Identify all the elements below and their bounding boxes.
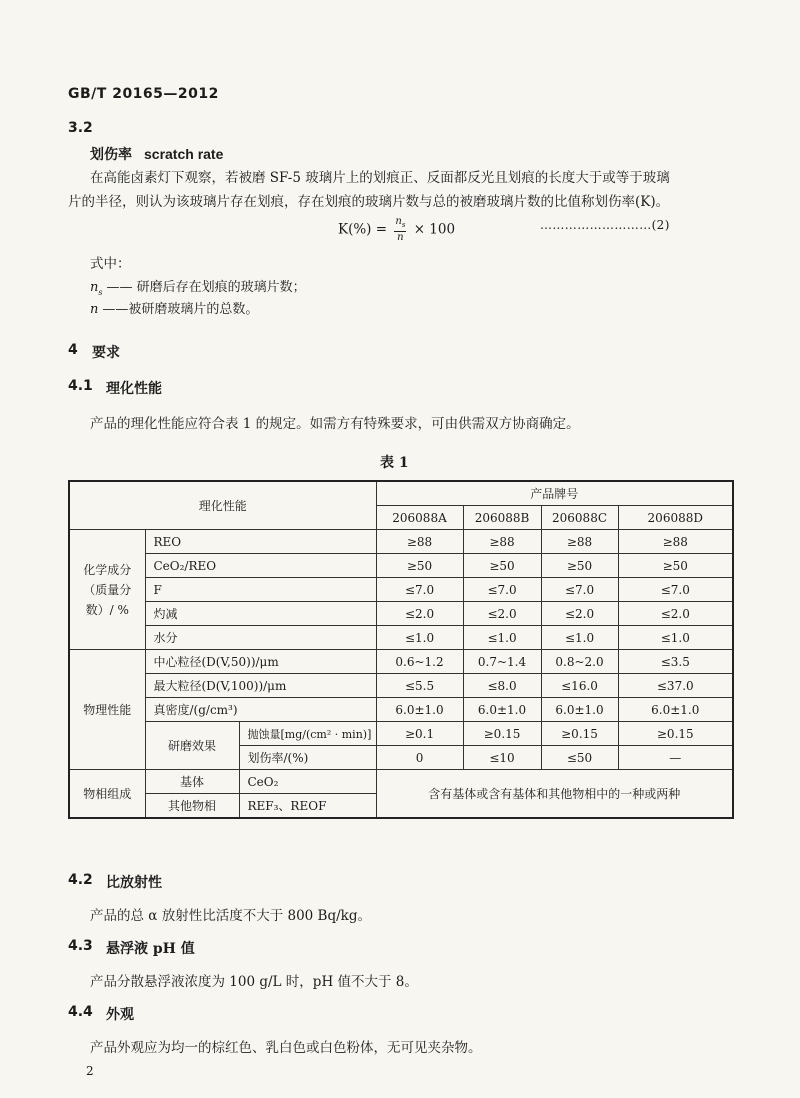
section-4-1-paragraph: 产品的理化性能应符合表 1 的规定。如需方有特殊要求，可由供需双方协商确定。 [90,416,580,432]
cell-value: ≤10 [463,746,541,770]
header-properties: 理化性能 [69,481,376,530]
cell-value: ≥88 [376,530,463,554]
brand-c: 206088C [541,506,618,530]
section-4-1-title: 理化性能 [106,381,162,397]
cell-value: ≥50 [541,554,618,578]
cell-value: ≤7.0 [618,578,733,602]
cell-value: ≥88 [463,530,541,554]
formula-reference: ………………………(2) [540,218,670,232]
table-row [69,698,733,722]
cell-value: ≤1.0 [376,626,463,650]
section-4-4-title: 外观 [106,1007,134,1023]
formula-lhs: K(%) = [338,221,388,238]
row-label: 真密度/(g/cm³) [145,698,376,722]
cell-value: ≥0.15 [463,722,541,746]
table-row [69,626,733,650]
cell-value: ≥50 [618,554,733,578]
cell-value: 6.0±1.0 [618,698,733,722]
table-row [69,578,733,602]
cell-value: ≥50 [463,554,541,578]
cell-value: ≤1.0 [541,626,618,650]
cell-value: ≤2.0 [618,602,733,626]
cell-value: ≤7.0 [376,578,463,602]
group-chemical-composition: 化学成分（质量分数）/ % [69,530,145,650]
brand-b: 206088B [463,506,541,530]
variable-ns: $n_s$ —— 研磨后存在划痕的玻璃片数； [90,280,306,297]
cell-value: 0 [376,746,463,770]
cell-value: ≥0.15 [541,722,618,746]
group-phase-composition: 物相组成 [69,770,145,819]
cell-value: ≤8.0 [463,674,541,698]
cell-value: ≤3.5 [618,650,733,674]
table-row [69,602,733,626]
term-en: scratch rate [144,146,224,162]
cell-value: 6.0±1.0 [463,698,541,722]
term-heading [90,144,223,164]
row-label: 其他物相 [145,794,239,819]
cell-value: ≥88 [618,530,733,554]
table-header-row [69,481,733,506]
cell-value: ≤7.0 [463,578,541,602]
section-4-title: 要求 [92,345,120,361]
table-caption: 表 1 [380,455,409,471]
spec-table [68,480,734,819]
cell-value: 0.6~1.2 [376,650,463,674]
brand-a: 206088A [376,506,463,530]
formula-fraction [394,216,406,244]
section-4-4-number: 4.4 [68,1004,93,1020]
cell-value: ≤7.0 [541,578,618,602]
standard-code: GB/T 20165—2012 [68,86,219,102]
row-label: 划伤率/(%) [239,746,376,770]
header-product-brand: 产品牌号 [376,481,733,506]
cell-value: ≤37.0 [618,674,733,698]
where-label: 式中： [90,256,131,272]
term-cn: 划伤率 [90,147,132,163]
definition-line-2: 片的半径，则认为该玻璃片存在划痕，存在划痕的玻璃片数与总的被磨玻璃片数的比值称划伤率(K)。 [68,194,670,210]
table-row [69,674,733,698]
section-4-1-number: 4.1 [68,378,93,394]
table-row [69,554,733,578]
polishing-effect-label: 研磨效果 [145,722,239,770]
definition-line-1: 在高能卤素灯下观察，若被磨 SF-5 玻璃片上的划痕正、反面都反光且划痕的长度大于或等于玻璃 [90,170,670,186]
section-4-4-paragraph: 产品外观应为均一的棕红色、乳白色或白色粉体，无可见夹杂物。 [90,1040,482,1056]
formula [338,216,455,244]
table-row [69,722,733,746]
section-4-2-paragraph: 产品的总 α 放射性比活度不大于 800 Bq/kg。 [90,908,371,924]
section-4-3-number: 4.3 [68,938,93,954]
row-label: 最大粒径(D(V,100))/μm [145,674,376,698]
table-row [69,530,733,554]
cell-value: ≥0.1 [376,722,463,746]
row-label: 中心粒径(D(V,50))/μm [145,650,376,674]
cell-value: ≤5.5 [376,674,463,698]
formula-numerator: $n_s$ [394,216,406,232]
cell-value: ≤2.0 [463,602,541,626]
cell-value: ≥0.15 [618,722,733,746]
table-row [69,770,733,794]
formula-denominator: n [397,232,404,243]
cell-value: 0.7~1.4 [463,650,541,674]
cell-value: 0.8~2.0 [541,650,618,674]
row-label: 抛蚀量[mg/(cm² · min)] [239,722,376,746]
cell-value: ≥88 [541,530,618,554]
phase-note: 含有基体或含有基体和其他物相中的一种或两种 [376,770,733,819]
section-4-2-number: 4.2 [68,872,93,888]
brand-d: 206088D [618,506,733,530]
row-label: F [145,578,376,602]
row-label: 水分 [145,626,376,650]
cell-value: 6.0±1.0 [376,698,463,722]
cell-value: ≤16.0 [541,674,618,698]
definition-paragraph [68,166,670,214]
section-4-2-title: 比放射性 [106,875,162,891]
cell-value: ≤50 [541,746,618,770]
row-label: CeO₂/REO [145,554,376,578]
section-4-number: 4 [68,342,78,358]
row-label: REO [145,530,376,554]
cell-value: ≤2.0 [541,602,618,626]
formula-rhs: × 100 [413,221,456,238]
row-label: 基体 [145,770,239,794]
section-4-3-paragraph: 产品分散悬浮液浓度为 100 g/L 时，pH 值不大于 8。 [90,974,418,990]
cell-value: 6.0±1.0 [541,698,618,722]
section-4-3-title: 悬浮液 pH 值 [106,941,195,957]
page-number: 2 [86,1064,94,1078]
table-row [69,650,733,674]
section-3-2-number: 3.2 [68,120,93,136]
cell-value: — [618,746,733,770]
row-label: 灼减 [145,602,376,626]
group-physical-properties: 物理性能 [69,650,145,770]
variable-n: n ——被研磨玻璃片的总数。 [90,302,259,317]
cell-value: ≤1.0 [618,626,733,650]
cell-value: ≤1.0 [463,626,541,650]
cell-value: CeO₂ [239,770,376,794]
cell-value: REF₃、REOF [239,794,376,819]
cell-value: ≥50 [376,554,463,578]
cell-value: ≤2.0 [376,602,463,626]
